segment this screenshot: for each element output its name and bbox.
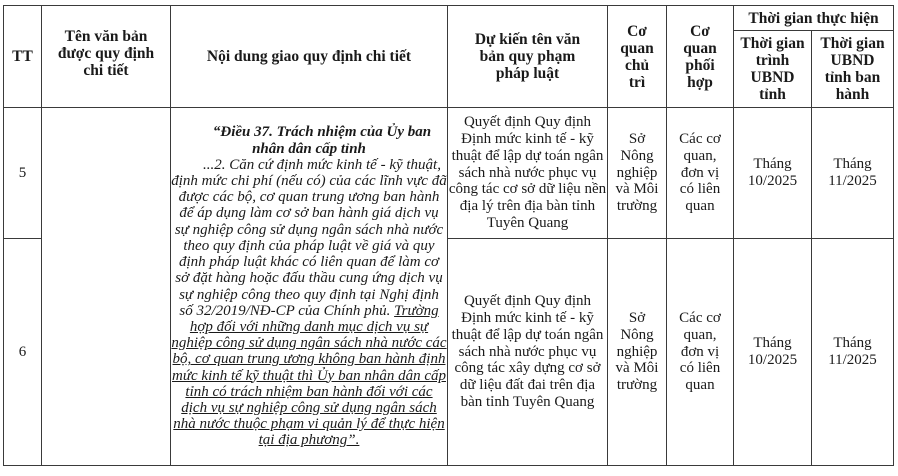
row-tt: 6 [4,239,42,466]
content-paragraph-text: ...2. Căn cứ định mức kinh tế - kỹ thuật, định mức chi phí (nếu có) của các lĩnh vực đã được các bộ, cơ quan trung ương ban hành để áp dụng làm cơ sở ban hành giá dịch vụ sự nghiệp công sử dụng ngân sách nhà nước theo quy định của pháp luật về giá và quy định pháp luật khác có liên quan để làm cơ sở đặt hàng hoặc đấu thầu cung ứng dịch vụ sự nghiệp công theo quy định tại Nghị định số 32/2019/NĐ-CP của Chính phủ. [171,156,447,319]
header-content: Nội dung giao quy định chi tiết [171,6,448,108]
row-planned-name: Quyết định Quy định Định mức kinh tế - kỹ thuật để lập dự toán ngân sách nhà nước phục vụ công tác cơ sở dữ liệu nền địa lý trên địa bàn tỉnh Tuyên Quang [448,108,608,239]
shared-content-cell [171,108,448,466]
header-time-issue [812,31,894,108]
header-time-issue-text: Thời gian UBND tỉnh ban hành [820,35,885,103]
content-underlined-text: Trường hợp đối với những danh mục dịch vụ sự nghiệp công sử dụng ngân sách nhà nước các bộ, cơ quan trung ương không ban hành định mức kinh tế kỹ thuật thì Ủy ban nhân dân cấp tỉnh có trách nhiệm ban hành đối với các dịch vụ sự nghiệp công sử dụng ngân sách nhà nước thuộc phạm vi quản lý để thực hiện tại địa phương”. [171,302,447,449]
header-time-submit [734,31,812,108]
header-lead-agency-text: Cơ quan chủ trì [620,22,654,91]
content-title: “Điều 37. Trách nhiệm của Ủy ban nhân dân cấp tỉnh [212,124,432,157]
row-time-issue [812,239,894,466]
row-time-submit-text: Tháng 10/2025 [747,156,798,189]
regulation-table [3,5,894,466]
header-planned-name-text: Dự kiến tên văn bản quy phạm pháp luật [474,31,581,82]
row-lead-agency [608,239,667,466]
header-lead-agency [608,6,667,108]
row-time-issue [812,108,894,239]
row-coordinating-agency-text: Các cơ quan, đơn vị có liên quan [679,131,721,215]
row-tt: 5 [4,108,42,239]
row-lead-agency-text: Sở Nông nghiệp và Môi trường [615,310,659,394]
header-document-name-text: Tên văn bản được quy định chi tiết [57,28,155,79]
header-planned-name [448,6,608,108]
content-paragraph [171,157,447,449]
header-coordinating-agency [667,6,734,108]
row-coordinating-agency [667,108,734,239]
row-planned-name: Quyết định Quy định Định mức kinh tế - kỹ thuật để lập dự toán ngân sách nhà nước phục vụ công tác xây dựng cơ sở dữ liệu đất đai trên địa bàn tỉnh Tuyên Quang [448,239,608,466]
header-time-group: Thời gian thực hiện [734,6,894,31]
header-document-name [42,6,171,108]
row-time-submit [734,239,812,466]
header-time-submit-text: Thời gian trình UBND tỉnh [740,35,805,103]
row-coordinating-agency-text: Các cơ quan, đơn vị có liên quan [679,310,721,394]
header-coordinating-agency-text: Cơ quan phối hợp [683,22,717,91]
header-tt: TT [4,6,42,108]
row-time-issue-text: Tháng 11/2025 [828,156,877,189]
row-lead-agency-text: Sở Nông nghiệp và Môi trường [615,131,659,215]
row-time-submit [734,108,812,239]
row-coordinating-agency [667,239,734,466]
row-lead-agency [608,108,667,239]
row-time-submit-text: Tháng 10/2025 [747,335,798,368]
row-document-name [42,108,171,466]
table-row [4,108,894,239]
row-time-issue-text: Tháng 11/2025 [828,335,877,368]
